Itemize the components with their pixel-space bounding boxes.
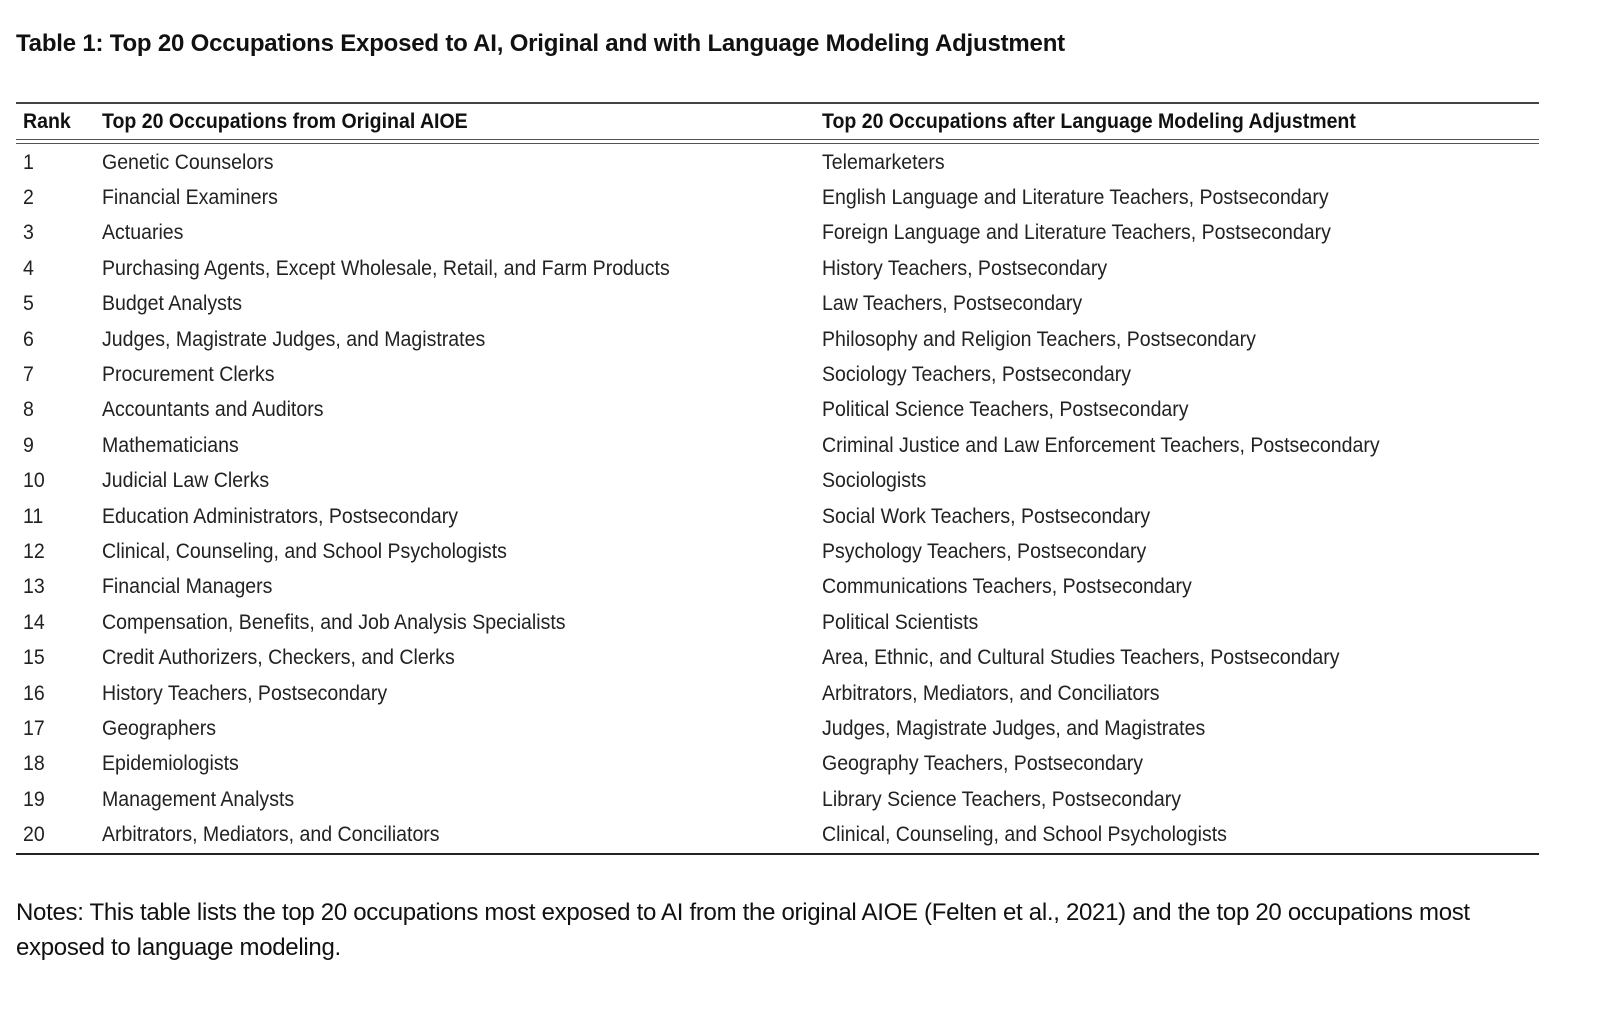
adjusted-occupation-cell: Judges, Magistrate Judges, and Magistrates: [822, 716, 1206, 740]
rank-cell: 18: [23, 752, 45, 776]
table-row: [16, 287, 1539, 322]
original-occupation-cell: Education Administrators, Postsecondary: [102, 504, 459, 528]
table-row: [16, 640, 1539, 675]
table-row: [16, 464, 1539, 499]
table-row: [16, 357, 1539, 392]
adjusted-occupation-cell: Foreign Language and Literature Teachers, Postsecondary: [822, 221, 1331, 245]
adjusted-occupation-cell: Arbitrators, Mediators, and Conciliators: [822, 681, 1160, 705]
rank-cell: 2: [23, 186, 34, 210]
original-occupation-cell: Geographers: [102, 716, 216, 740]
occupations-table: [16, 102, 1539, 855]
original-occupation-cell: Financial Examiners: [102, 186, 278, 210]
adjusted-occupation-cell: History Teachers, Postsecondary: [822, 256, 1108, 280]
original-occupation-cell: Judicial Law Clerks: [102, 469, 270, 493]
table-title: Table 1: Top 20 Occupations Exposed to AI, Original and with Language Modeling Adjustment: [16, 30, 1065, 57]
rank-cell: 12: [23, 539, 45, 563]
original-occupation-cell: Purchasing Agents, Except Wholesale, Retail, and Farm Products: [102, 256, 670, 280]
rank-cell: 1: [23, 150, 34, 174]
adjusted-occupation-cell: Telemarketers: [822, 150, 945, 174]
table-row: [16, 570, 1539, 605]
table-row: [16, 817, 1539, 852]
rank-cell: 6: [23, 327, 34, 351]
rank-cell: 20: [23, 823, 45, 847]
original-occupation-cell: Financial Managers: [102, 575, 273, 599]
adjusted-occupation-cell: Philosophy and Religion Teachers, Postsecondary: [822, 327, 1256, 351]
table-row: [16, 534, 1539, 569]
original-occupation-cell: Budget Analysts: [102, 292, 243, 316]
adjusted-occupation-cell: Social Work Teachers, Postsecondary: [822, 504, 1151, 528]
adjusted-occupation-cell: English Language and Literature Teachers, Postsecondary: [822, 186, 1329, 210]
table-row: [16, 251, 1539, 286]
table-notes: Notes: This table lists the top 20 occupations most exposed to AI from the original AIOE (Felten et al., 2021) and the top 20 occupations most exposed to language modeling.: [16, 899, 1470, 961]
rank-cell: 19: [23, 787, 45, 811]
adjusted-occupation-cell: Clinical, Counseling, and School Psychologists: [822, 823, 1227, 847]
rank-cell: 15: [23, 646, 45, 670]
rank-cell: 17: [23, 716, 45, 740]
original-occupation-cell: Clinical, Counseling, and School Psychologists: [102, 539, 507, 563]
table-row: [16, 145, 1539, 180]
original-occupation-cell: Procurement Clerks: [102, 363, 275, 387]
rank-cell: 13: [23, 575, 45, 599]
original-occupation-cell: Epidemiologists: [102, 752, 239, 776]
rank-cell: 4: [23, 256, 34, 280]
table-row: [16, 499, 1539, 534]
adjusted-occupation-cell: Communications Teachers, Postsecondary: [822, 575, 1192, 599]
table-row: [16, 676, 1539, 711]
adjusted-occupation-cell: Sociology Teachers, Postsecondary: [822, 363, 1132, 387]
header-original: Top 20 Occupations from Original AIOE: [102, 109, 468, 133]
original-occupation-cell: Arbitrators, Mediators, and Conciliators: [102, 823, 440, 847]
rank-cell: 10: [23, 469, 45, 493]
original-occupation-cell: Management Analysts: [102, 787, 295, 811]
rank-cell: 16: [23, 681, 45, 705]
table-row: [16, 747, 1539, 782]
original-occupation-cell: Mathematicians: [102, 433, 239, 457]
table-row: [16, 322, 1539, 357]
table-row: [16, 216, 1539, 251]
adjusted-occupation-cell: Criminal Justice and Law Enforcement Teachers, Postsecondary: [822, 433, 1380, 457]
table-row: [16, 782, 1539, 817]
table-row: [16, 605, 1539, 640]
table-row: [16, 428, 1539, 463]
rank-cell: 5: [23, 292, 34, 316]
rank-cell: 9: [23, 433, 34, 457]
original-occupation-cell: Compensation, Benefits, and Job Analysis Specialists: [102, 610, 566, 634]
adjusted-occupation-cell: Law Teachers, Postsecondary: [822, 292, 1083, 316]
original-occupation-cell: Genetic Counselors: [102, 150, 274, 174]
adjusted-occupation-cell: Library Science Teachers, Postsecondary: [822, 787, 1181, 811]
adjusted-occupation-cell: Political Science Teachers, Postsecondary: [822, 398, 1189, 422]
rank-cell: 7: [23, 363, 34, 387]
rank-cell: 3: [23, 221, 34, 245]
original-occupation-cell: Accountants and Auditors: [102, 398, 324, 422]
original-occupation-cell: Credit Authorizers, Checkers, and Clerks: [102, 646, 455, 670]
original-occupation-cell: Judges, Magistrate Judges, and Magistrates: [102, 327, 486, 351]
table-header-row: [16, 104, 1539, 139]
table-bottom-rule: [16, 853, 1539, 855]
table-row: [16, 393, 1539, 428]
rank-cell: 11: [23, 504, 44, 528]
table-row: [16, 180, 1539, 215]
adjusted-occupation-cell: Area, Ethnic, and Cultural Studies Teachers, Postsecondary: [822, 646, 1340, 670]
adjusted-occupation-cell: Psychology Teachers, Postsecondary: [822, 539, 1147, 563]
rank-cell: 8: [23, 398, 34, 422]
original-occupation-cell: History Teachers, Postsecondary: [102, 681, 388, 705]
adjusted-occupation-cell: Political Scientists: [822, 610, 979, 634]
table-row: [16, 711, 1539, 746]
rank-cell: 14: [23, 610, 45, 634]
header-adjusted: Top 20 Occupations after Language Modeling Adjustment: [822, 109, 1356, 133]
header-rank: Rank: [23, 109, 71, 133]
adjusted-occupation-cell: Geography Teachers, Postsecondary: [822, 752, 1143, 776]
adjusted-occupation-cell: Sociologists: [822, 469, 927, 493]
table-body: [16, 144, 1539, 853]
original-occupation-cell: Actuaries: [102, 221, 184, 245]
